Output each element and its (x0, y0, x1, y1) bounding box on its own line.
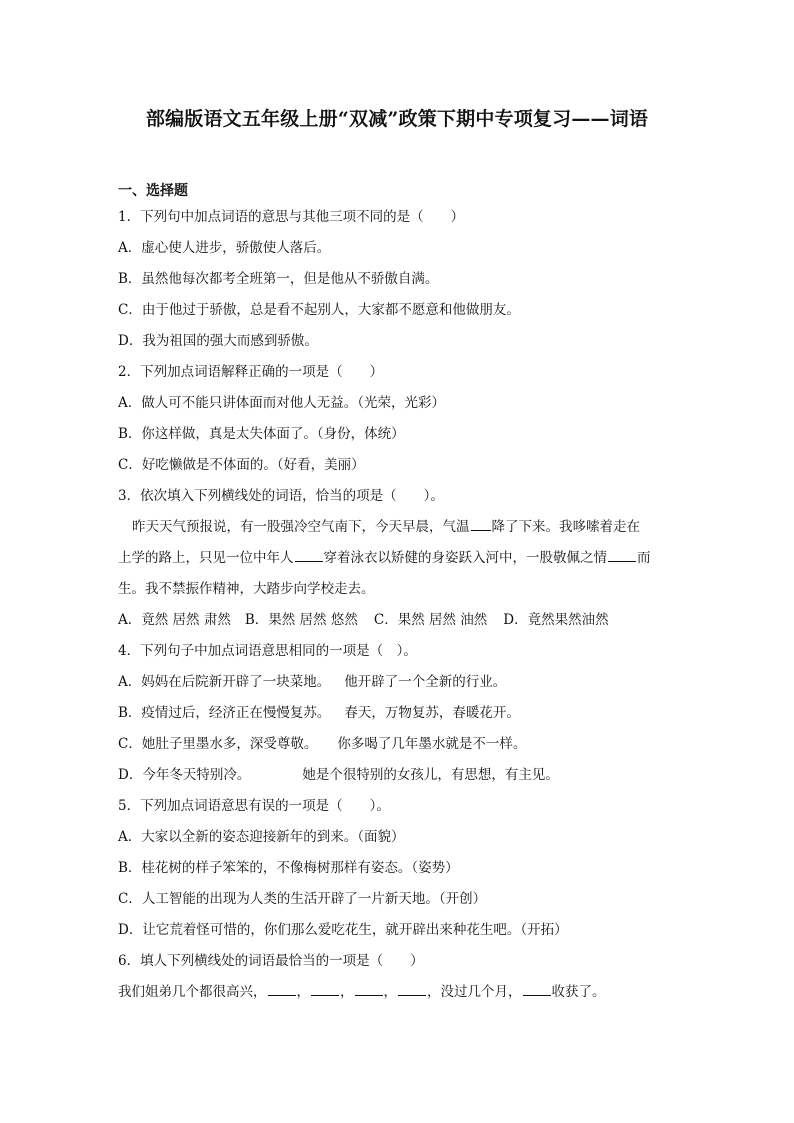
option-sentence-1: D．今年冬天特别冷。 (118, 767, 251, 783)
question-5-option-b: B．桂花树的样子笨笨的，不像梅树那样有姿态。（姿势） (118, 860, 459, 876)
question-1-option-a: A．虚心使人进步，骄傲使人落后。 (118, 240, 331, 256)
option-sentence-2: 你多喝了几年墨水就是不一样。 (337, 736, 527, 752)
passage-text: 上学的路上，只见一位中年人 (118, 550, 294, 566)
question-3-option-a: A．竟然 居然 肃然 (118, 612, 231, 628)
question-3-option-c: C．果然 居然 油然 (373, 612, 488, 628)
question-1-option-c: C．由于他过于骄傲，总是看不起别人，大家都不愿意和他做朋友。 (118, 302, 520, 318)
question-5-option-d: D．让它荒着怪可惜的，你们那么爱吃花生，就开辟出来种花生吧。（开拓） (118, 922, 568, 938)
question-1-option-d: D．我为祖国的强大而感到骄傲。 (118, 333, 318, 349)
option-sentence-2: 她是个很特别的女孩儿，有思想，有主见。 (302, 767, 559, 783)
fill-blank (311, 981, 339, 996)
question-4-stem: 4．下列句子中加点词语意思相同的一项是（ ）。 (118, 643, 417, 659)
sentence-text: 收获了。 (551, 984, 606, 1000)
section-heading: 一、选择题 (118, 183, 188, 199)
question-3-passage-line-1 (118, 512, 678, 543)
fill-blank (295, 547, 323, 562)
separator: ， (340, 984, 354, 1000)
question-2-option-b: B．你这样做，真是太失体面了。（身份，体统） (118, 426, 405, 442)
separator: ， (296, 984, 310, 1000)
separator: ， (383, 984, 397, 1000)
question-6-stem: 6．填人下列横线处的词语最恰当的一项是（ ） (118, 953, 424, 969)
fill-blank (471, 516, 491, 531)
question-1-stem: 1．下列句中加点词语的意思与其他三项不同的是（ ） (118, 209, 465, 225)
fill-blank (355, 981, 383, 996)
question-2-stem: 2．下列加点词语解释正确的一项是（ ） (118, 364, 384, 380)
question-4-option-d (118, 760, 678, 791)
question-6-sentence (118, 977, 678, 1008)
question-3-option-b: B．果然 居然 悠然 (244, 612, 358, 628)
document-title: 部编版语文五年级上册“双减”政策下期中专项复习——词语 (145, 108, 649, 130)
passage-text: 降了下来。我哆嗦着走在 (491, 519, 640, 535)
sentence-text: 我们姐弟几个都很高兴， (118, 984, 267, 1000)
passage-text: 穿着泳衣以矫健的身姿跃入河中，一股敬佩之情 (323, 550, 607, 566)
option-sentence-1: C．她肚子里墨水多，深受尊敬。 (118, 736, 318, 752)
question-5-option-c: C．人工智能的出现为人类的生活开辟了一片新天地。（开创） (118, 891, 487, 907)
question-1-option-b: B．虽然他每次都考全班第一，但是他从不骄傲自满。 (118, 271, 439, 287)
question-4-option-a (118, 667, 678, 698)
option-sentence-2: 他开辟了一个全新的行业。 (344, 674, 507, 690)
question-5-stem: 5．下列加点词语意思有误的一项是（ ）。 (118, 798, 390, 814)
passage-text: 而 (637, 550, 651, 566)
question-3-passage-line-3: 生。我不禁振作精神，大踏步向学校走去。 (118, 581, 375, 597)
fill-blank (268, 981, 296, 996)
question-3-stem: 3．依次填入下列横线处的词语，恰当的项是（ ）。 (118, 488, 444, 504)
sentence-text: ，没过几个月， (427, 984, 522, 1000)
question-5-option-a: A．大家以全新的姿态迎接新年的到来。（面貌） (118, 829, 405, 845)
document-body (118, 180, 678, 1008)
question-3-options (118, 605, 678, 636)
question-2-option-a: A．做人可不能只讲体面而对他人无益。（光荣，光彩） (118, 395, 445, 411)
fill-blank (523, 981, 551, 996)
option-sentence-1: A．妈妈在后院新开辟了一块菜地。 (118, 674, 331, 690)
fill-blank (398, 981, 426, 996)
fill-blank (608, 547, 636, 562)
option-sentence-1: B．疫情过后，经济正在慢慢复苏。 (118, 705, 331, 721)
question-2-option-c: C．好吃懒做是不体面的。（好看，美丽） (118, 457, 365, 473)
question-3-passage-line-2 (118, 543, 678, 574)
option-sentence-2: 春天，万物复苏，春暖花开。 (344, 705, 520, 721)
question-4-option-c (118, 729, 678, 760)
question-4-option-b (118, 698, 678, 729)
passage-text: 昨天天气预报说，有一股强冷空气南下，今天早晨，气温 (132, 519, 470, 535)
question-3-option-d: D．竟然果然油然 (503, 612, 609, 628)
